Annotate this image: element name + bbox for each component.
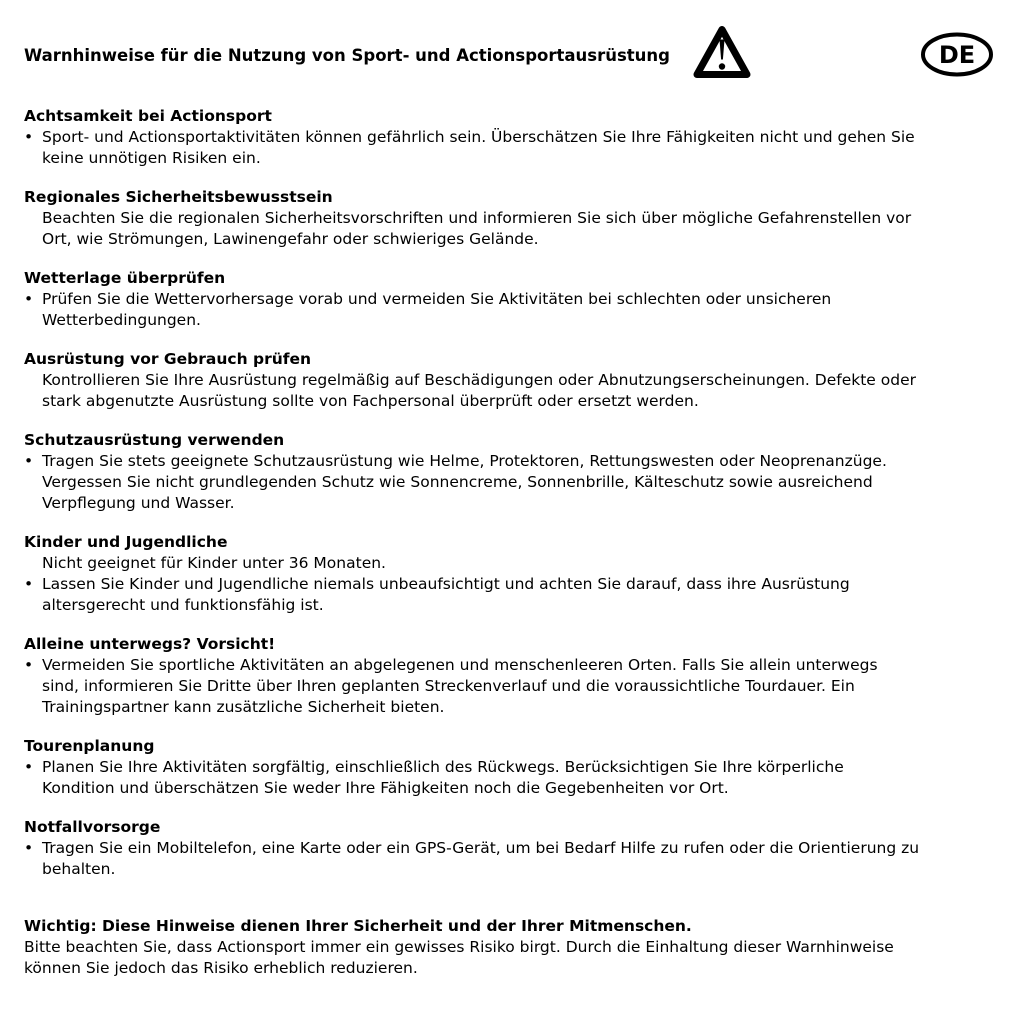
section-notfallvorsorge [24, 817, 1006, 880]
bullet-item [24, 838, 1006, 880]
body-line: keine unnötigen Risiken ein. [42, 149, 261, 167]
bullet-icon: • [24, 575, 34, 593]
important-note [24, 916, 1006, 979]
bullet-icon: • [24, 290, 34, 308]
body-line: Kondition und überschätzen Sie weder Ihre Fähigkeiten noch die Gegebenheiten vor Ort. [42, 779, 729, 797]
section-heading: Ausrüstung vor Gebrauch prüfen [24, 350, 312, 368]
language-badge-label: DE [938, 41, 976, 69]
section-regionales-sicherheitsbewusstsein [24, 187, 1006, 250]
warning-triangle-icon [691, 23, 753, 86]
body-line: sind, informieren Sie Dritte über Ihren geplanten Streckenverlauf und die voraussichtliche Tourdauer. Ein [42, 677, 855, 695]
section-tourenplanung [24, 736, 1006, 799]
section-kinder-jugendliche [24, 532, 1006, 616]
section-achtsamkeit [24, 106, 1006, 169]
bullet-item [24, 757, 1006, 799]
body-line: altersgerecht und funktionsfähig ist. [42, 596, 324, 614]
bullet-icon: • [24, 452, 34, 470]
section-heading: Schutzausrüstung verwenden [24, 431, 285, 449]
item-lines [42, 553, 386, 574]
important-note-heading: Wichtig: Diese Hinweise dienen Ihrer Sicherheit und der Ihrer Mitmenschen. [24, 917, 692, 935]
bullet-icon: • [24, 839, 34, 857]
plain-item [24, 553, 1006, 574]
bullet-icon: • [24, 128, 34, 146]
body-line: Verpflegung und Wasser. [42, 494, 235, 512]
item-lines [42, 370, 916, 412]
item-lines [42, 451, 887, 514]
body-line: Bitte beachten Sie, dass Actionsport immer ein gewisses Risiko birgt. Durch die Einhaltung dieser Warnhinweise [24, 938, 894, 956]
bullet-item [24, 289, 1006, 331]
body-line: Tragen Sie stets geeignete Schutzausrüstung wie Helme, Protektoren, Rettungswesten oder Neoprenanzüge. [42, 452, 887, 470]
section-heading: Kinder und Jugendliche [24, 533, 228, 551]
body-line: Vermeiden Sie sportliche Aktivitäten an abgelegenen und menschenleeren Orten. Falls Sie allein unterwegs [42, 656, 878, 674]
bullet-item [24, 574, 1006, 616]
item-lines [42, 208, 911, 250]
section-alleine-unterwegs [24, 634, 1006, 718]
page-title: Warnhinweise für die Nutzung von Sport- und Actionsportausrüstung [24, 46, 670, 65]
plain-item [24, 208, 1006, 250]
item-lines [42, 127, 915, 169]
language-badge-de [920, 32, 994, 81]
plain-item [24, 370, 1006, 412]
section-heading: Regionales Sicherheitsbewusstsein [24, 188, 333, 206]
body-line: Sport- und Actionsportaktivitäten können gefährlich sein. Überschätzen Sie Ihre Fähigkeiten nicht und gehen Sie [42, 128, 915, 146]
section-heading: Achtsamkeit bei Actionsport [24, 107, 272, 125]
bullet-icon: • [24, 758, 34, 776]
body-line: Wetterbedingungen. [42, 311, 201, 329]
bullet-item [24, 127, 1006, 169]
body-line: Tragen Sie ein Mobiltelefon, eine Karte oder ein GPS-Gerät, um bei Bedarf Hilfe zu rufen oder die Orientierung zu [42, 839, 920, 857]
item-lines [42, 838, 919, 880]
item-lines [42, 655, 878, 718]
body-line: Ort, wie Strömungen, Lawinengefahr oder schwieriges Gelände. [42, 230, 539, 248]
body-line: können Sie jedoch das Risiko erheblich reduzieren. [24, 959, 418, 977]
item-lines [42, 574, 850, 616]
body-line: Kontrollieren Sie Ihre Ausrüstung regelmäßig auf Beschädigungen oder Abnutzungserscheinungen. Defekte oder [42, 371, 916, 389]
body-line: Beachten Sie die regionalen Sicherheitsvorschriften und informieren Sie sich über mögliche Gefahrenstellen vor [42, 209, 912, 227]
body-line: Trainingspartner kann zusätzliche Sicherheit bieten. [42, 698, 445, 716]
section-heading: Tourenplanung [24, 737, 155, 755]
section-heading: Wetterlage überprüfen [24, 269, 226, 287]
body-line: Prüfen Sie die Wettervorhersage vorab und vermeiden Sie Aktivitäten bei schlechten oder unsicheren [42, 290, 832, 308]
body-line: stark abgenutzte Ausrüstung sollte von Fachpersonal überprüft oder ersetzt werden. [42, 392, 699, 410]
bullet-item [24, 655, 1006, 718]
body-line: Lassen Sie Kinder und Jugendliche niemals unbeaufsichtigt und achten Sie darauf, dass ihre Ausrüstung [42, 575, 850, 593]
body-line: Planen Sie Ihre Aktivitäten sorgfältig, einschließlich des Rückwegs. Berücksichtigen Sie Ihre körperliche [42, 758, 844, 776]
body-line: Nicht geeignet für Kinder unter 36 Monaten. [42, 554, 386, 572]
bullet-icon: • [24, 656, 34, 674]
section-ausruestung-pruefen [24, 349, 1006, 412]
body-line: behalten. [42, 860, 116, 878]
section-heading: Notfallvorsorge [24, 818, 161, 836]
item-lines [42, 757, 844, 799]
section-heading: Alleine unterwegs? Vorsicht! [24, 635, 276, 653]
bullet-item [24, 451, 1006, 514]
body-line: Vergessen Sie nicht grundlegenden Schutz wie Sonnencreme, Sonnenbrille, Kälteschutz sowie ausreichend [42, 473, 873, 491]
section-wetterlage [24, 268, 1006, 331]
item-lines [42, 289, 831, 331]
section-schutzausruestung [24, 430, 1006, 514]
